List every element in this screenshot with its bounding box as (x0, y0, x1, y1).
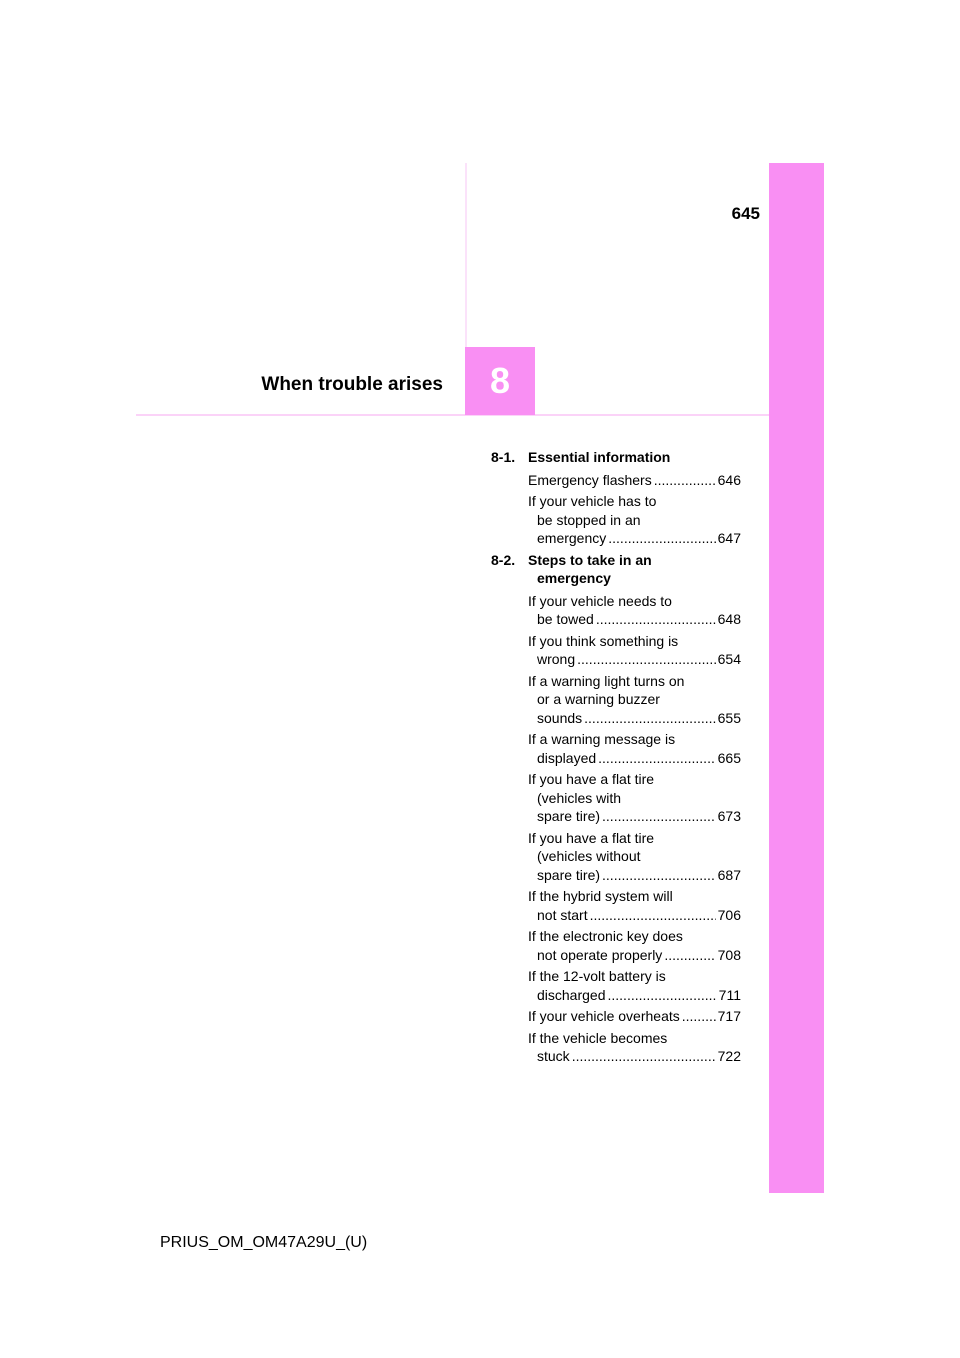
entry-line: If your vehicle needs to (528, 592, 672, 609)
chapter-title: When trouble arises (261, 374, 443, 395)
section-title-line: Essential information (528, 449, 671, 465)
toc-entry[interactable] (528, 672, 741, 728)
entry-last-line (528, 749, 741, 768)
dot-leader (596, 610, 716, 629)
toc-entry[interactable] (528, 592, 741, 629)
entry-text: Emergency flashers (528, 471, 652, 488)
entry-page-number: 647 (717, 530, 741, 546)
entry-text: be towed (537, 611, 594, 627)
section-title-line: Steps to take in an (528, 551, 652, 568)
entry-line: If the hybrid system will (528, 888, 673, 904)
entry-text: spare tire) (537, 866, 601, 883)
entry-last-line (528, 866, 741, 885)
toc-entry[interactable] (528, 829, 741, 885)
page-number: 645 (731, 204, 760, 223)
entry-last-line (528, 906, 741, 925)
entry-line: If a warning message is (528, 731, 676, 747)
chapter-side-tab (769, 163, 824, 1193)
entry-page-number: 708 (717, 946, 741, 963)
entry-text: stuck (537, 1048, 570, 1064)
toc-entry[interactable] (528, 1029, 741, 1066)
entry-last-line (528, 807, 741, 826)
toc-entry[interactable] (528, 632, 741, 669)
entry-page-number: 655 (717, 709, 741, 726)
entry-line: (vehicles with (537, 789, 622, 806)
chapter-number: 8 (489, 360, 511, 401)
table-of-contents (491, 448, 741, 1069)
entry-page-number: 646 (717, 471, 741, 488)
dot-leader (577, 650, 716, 669)
toc-entry[interactable] (528, 927, 741, 964)
toc-entry[interactable] (528, 770, 741, 826)
chapter-number-box (465, 347, 535, 415)
entry-text: not operate properly (537, 946, 663, 963)
entry-last-line (528, 1007, 741, 1026)
section-title-line: emergency (537, 570, 611, 586)
entry-text: discharged (537, 986, 606, 1003)
entry-page-number: 711 (718, 986, 741, 1003)
entry-text: spare tire) (537, 808, 601, 824)
entry-last-line (528, 1047, 741, 1066)
section-number: 8-1. (491, 449, 516, 465)
entry-line: If the 12-volt battery is (528, 968, 666, 984)
toc-entry[interactable] (528, 730, 741, 767)
dot-leader (654, 471, 716, 490)
toc-entry[interactable] (528, 471, 741, 490)
entry-line: If the electronic key does (528, 928, 683, 944)
toc-entry[interactable] (528, 1007, 741, 1026)
dot-leader (590, 906, 716, 925)
entry-line: If your vehicle has to (528, 493, 657, 509)
section-title (528, 448, 741, 467)
dot-leader (682, 1007, 716, 1026)
entry-page-number: 673 (717, 808, 741, 824)
entry-page-number: 648 (717, 611, 741, 627)
entry-line: be stopped in an (537, 511, 641, 528)
entry-page-number: 687 (717, 866, 741, 883)
dot-leader (608, 986, 717, 1005)
entry-last-line (528, 471, 741, 490)
entry-page-number: 665 (717, 749, 741, 766)
entry-last-line (528, 709, 741, 728)
entry-text: emergency (537, 530, 607, 546)
entry-last-line (528, 650, 741, 669)
entry-text: displayed (537, 749, 597, 766)
dot-leader (602, 866, 716, 885)
toc-entry[interactable] (528, 492, 741, 548)
entry-last-line (528, 610, 741, 629)
entry-text: sounds (537, 709, 583, 726)
toc-section-heading (491, 551, 741, 588)
entry-line: If a warning light turns on (528, 672, 685, 689)
toc-entry[interactable] (528, 887, 741, 924)
entry-line: If you think something is (528, 632, 679, 649)
entry-page-number: 722 (717, 1048, 741, 1064)
dot-leader (572, 1047, 716, 1066)
entry-page-number: 706 (717, 906, 741, 923)
dot-leader (598, 749, 715, 768)
entry-last-line (528, 946, 741, 965)
toc-section-heading (491, 448, 741, 467)
footer-code: PRIUS_OM_OM47A29U_(U) (160, 1234, 368, 1251)
entry-text: not start (537, 906, 588, 923)
header-rule (136, 414, 769, 416)
entry-line: If you have a flat tire (528, 771, 655, 787)
entry-page-number: 654 (717, 651, 741, 667)
toc-entry[interactable] (528, 967, 741, 1004)
section-number: 8-2. (491, 551, 516, 568)
dot-leader (664, 946, 715, 965)
dot-leader (602, 807, 716, 826)
entry-line: If you have a flat tire (528, 829, 655, 846)
entry-line: (vehicles without (537, 848, 641, 864)
dot-leader (584, 709, 715, 728)
entry-text: If your vehicle overheats (528, 1008, 680, 1024)
entry-line: If the vehicle becomes (528, 1029, 668, 1046)
entry-text: wrong (537, 651, 576, 667)
entry-page-number: 717 (717, 1008, 741, 1024)
entry-last-line (528, 529, 741, 548)
entry-line: or a warning buzzer (537, 691, 660, 707)
dot-leader (608, 529, 715, 548)
entry-last-line (528, 986, 741, 1005)
section-title (528, 551, 741, 588)
